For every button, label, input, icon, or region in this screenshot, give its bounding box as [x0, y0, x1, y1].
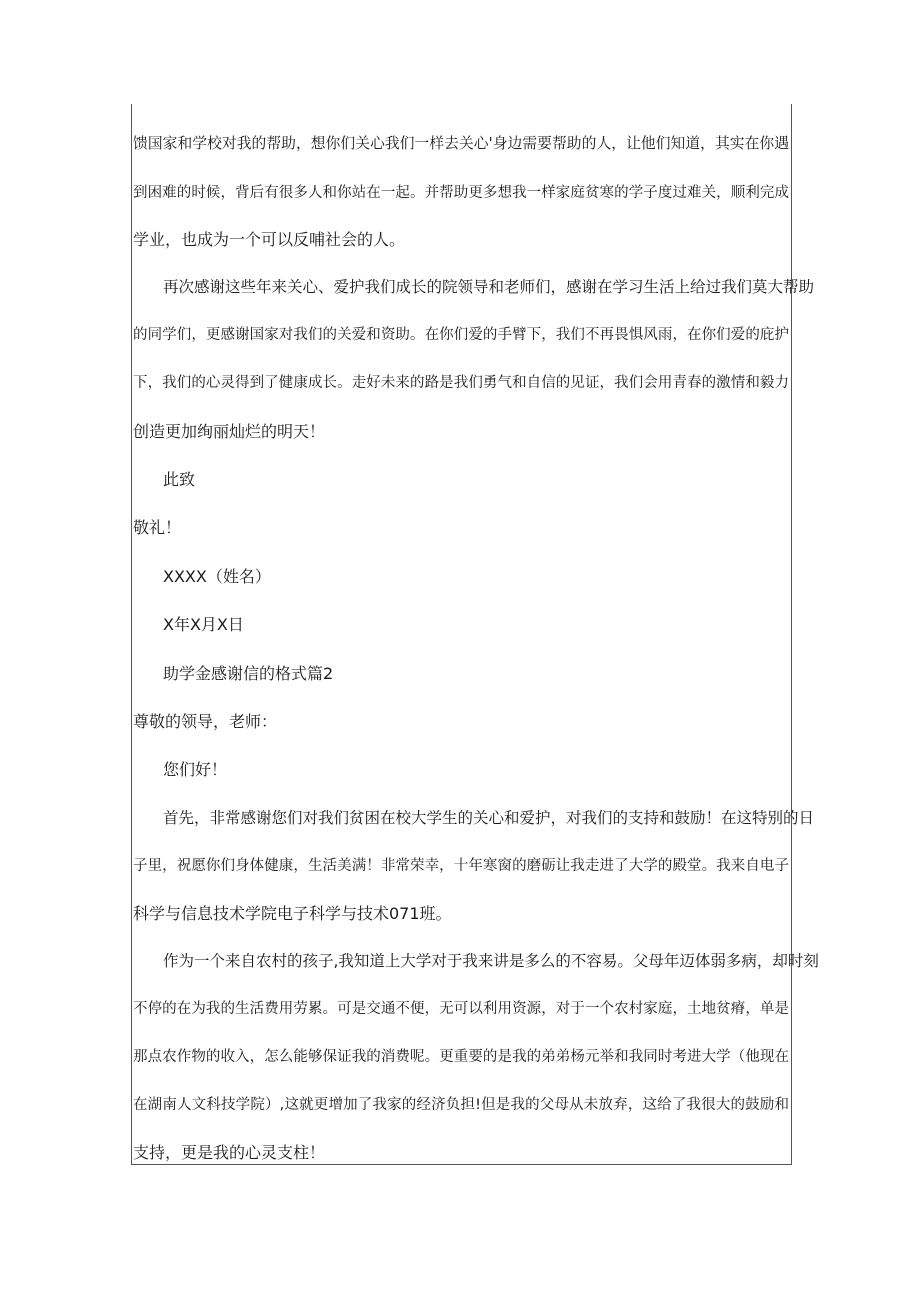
paragraph-1-line-1: 馈国家和学校对我的帮助，想你们关心我们一样去关心'身边需要帮助的人，让他们知道，其实在你遇 — [133, 135, 789, 152]
paragraph-3-line-1: 首先，非常感谢您们对我们贫困在校大学生的关心和爱护，对我们的支持和鼓励！在这特别的日 — [163, 809, 815, 827]
section-title: 助学金感谢信的格式篇2 — [163, 664, 334, 683]
paragraph-4-line-3: 那点农作物的收入，怎么能够保证我的消费呢。更重要的是我的弟弟杨元举和我同时考进大学（他现在 — [133, 1049, 789, 1065]
paragraph-2-line-3: 下，我们的心灵得到了健康成长。走好未来的路是我们勇气和自信的见证，我们会用青春的激情和毅力 — [133, 375, 789, 391]
paragraph-2-line-4: 创造更加绚丽灿烂的明天！ — [133, 422, 326, 441]
paragraph-2-line-2: 的同学们，更感谢国家对我们的关爱和资助。在你们爱的手臂下，我们不再畏惧风雨，在你们爱的庇护 — [133, 327, 789, 343]
closing-jing-li: 敬礼！ — [133, 518, 182, 537]
signature-name: XXXX（姓名） — [163, 567, 271, 586]
paragraph-4-line-1: 作为一个来自农村的孩子,我知道上大学对于我来讲是多么的不容易。父母年迈体弱多病，却时刻 — [163, 952, 819, 970]
salutation: 尊敬的领导，老师： — [133, 712, 278, 731]
signature-date: X年X月X日 — [163, 615, 244, 634]
closing-ci-zhi: 此致 — [163, 470, 196, 489]
paragraph-4-line-2: 不停的在为我的生活费用劳累。可是交通不便，无可以利用资源，对于一个农村家庭，土地贫瘠，单是 — [133, 1001, 789, 1017]
paragraph-4-line-4: 在湖南人文科技学院）,这就更增加了我家的经济负担!但是我的父母从未放弃，这给了我很大的鼓励和 — [133, 1097, 789, 1113]
paragraph-2-line-1: 再次感谢这些年来关心、爱护我们成长的院领导和老师们，感谢在学习生活上给过我们莫大帮助 — [163, 278, 815, 296]
greeting: 您们好！ — [163, 760, 228, 779]
paragraph-1-line-3: 学业，也成为一个可以反哺社会的人。 — [133, 230, 406, 249]
paragraph-3-line-3: 科学与信息技术学院电子科学与技术071班。 — [133, 904, 452, 923]
paragraph-4-line-5: 支持，更是我的心灵支柱！ — [133, 1143, 326, 1162]
paragraph-3-line-2: 子里，祝愿你们身体健康，生活美满！非常荣幸，十年寒窗的磨砺让我走进了大学的殿堂。我来自电子 — [133, 858, 789, 874]
paragraph-1-line-2: 到困难的时候，背后有很多人和你站在一起。并帮助更多想我一样家庭贫寒的学子度过难关，顺利完成 — [133, 185, 789, 201]
